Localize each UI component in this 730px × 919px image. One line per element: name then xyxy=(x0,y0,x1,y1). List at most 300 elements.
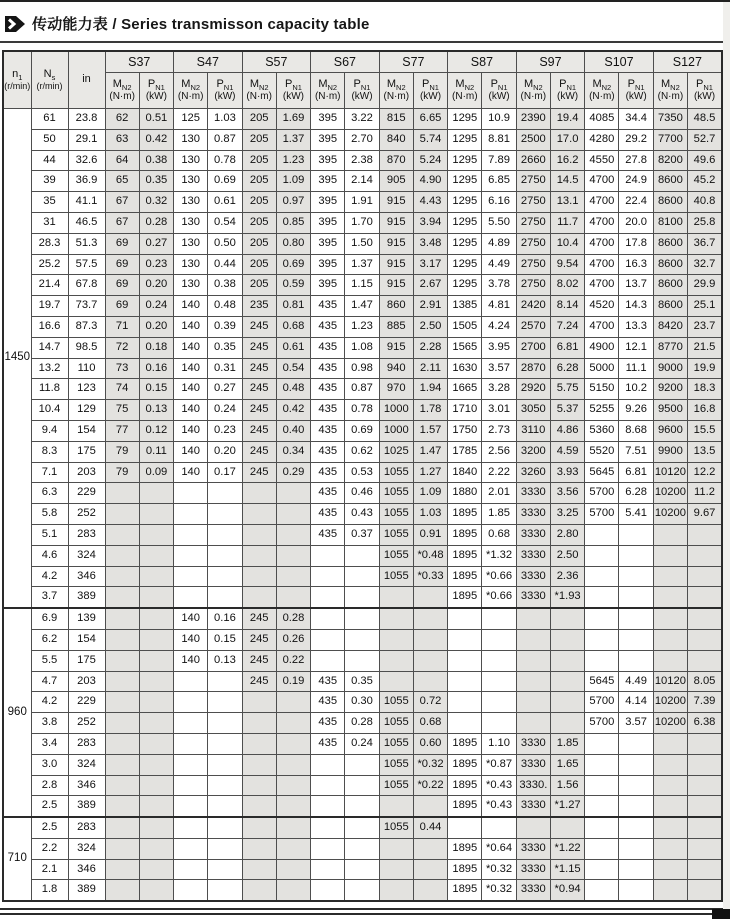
data-cell: 4520 xyxy=(585,296,619,317)
data-cell: 13.5 xyxy=(688,441,722,462)
data-cell: 1000 xyxy=(379,420,413,441)
ratio-cell: 389 xyxy=(68,587,105,608)
data-cell xyxy=(448,629,482,650)
data-cell: 9200 xyxy=(653,379,687,400)
data-cell: 435 xyxy=(311,524,345,545)
measure-header-mn2: $M_{N2}$ (N·m) xyxy=(448,73,482,109)
data-cell: 3.57 xyxy=(619,713,653,734)
data-cell xyxy=(139,587,173,608)
output-speed-cell: 31 xyxy=(31,212,68,233)
data-cell: 19.9 xyxy=(688,358,722,379)
data-cell xyxy=(208,566,242,587)
data-cell xyxy=(619,524,653,545)
data-cell: 915 xyxy=(379,192,413,213)
table-row xyxy=(3,400,722,421)
data-cell: 0.62 xyxy=(345,441,379,462)
data-cell: 0.44 xyxy=(208,254,242,275)
data-cell: 27.8 xyxy=(619,150,653,171)
ratio-cell: 57.5 xyxy=(68,254,105,275)
output-speed-cell: 39 xyxy=(31,171,68,192)
table-row xyxy=(3,150,722,171)
data-cell xyxy=(345,650,379,671)
ratio-cell: 175 xyxy=(68,650,105,671)
footer-divider xyxy=(0,908,730,915)
data-cell: 3330 xyxy=(516,838,550,859)
data-cell: 8.14 xyxy=(550,296,584,317)
data-cell: 2.36 xyxy=(550,566,584,587)
data-cell: 245 xyxy=(242,400,276,421)
data-cell xyxy=(413,629,447,650)
ratio-cell: 175 xyxy=(68,441,105,462)
data-cell: 4.90 xyxy=(413,171,447,192)
data-cell xyxy=(550,608,584,629)
data-cell: 24.9 xyxy=(619,171,653,192)
ratio-cell: 346 xyxy=(68,859,105,880)
data-cell xyxy=(242,483,276,504)
table-row xyxy=(3,587,722,608)
data-cell: 7700 xyxy=(653,129,687,150)
data-cell: 14.5 xyxy=(550,171,584,192)
data-cell: 5150 xyxy=(585,379,619,400)
data-cell xyxy=(105,796,139,817)
data-cell: *0.66 xyxy=(482,566,516,587)
data-cell: 9.26 xyxy=(619,400,653,421)
data-cell: 1.47 xyxy=(413,441,447,462)
table-row xyxy=(3,817,722,838)
data-cell: 2.22 xyxy=(482,462,516,483)
table-row xyxy=(3,129,722,150)
data-cell: 0.15 xyxy=(139,379,173,400)
data-cell: 4550 xyxy=(585,150,619,171)
data-cell xyxy=(276,880,310,901)
data-cell: 17.0 xyxy=(550,129,584,150)
data-cell xyxy=(585,880,619,901)
data-cell xyxy=(208,880,242,901)
data-cell: 245 xyxy=(242,420,276,441)
data-cell: 395 xyxy=(311,192,345,213)
data-cell: 8420 xyxy=(653,316,687,337)
data-cell: 11.2 xyxy=(688,483,722,504)
data-cell: 1.69 xyxy=(276,109,310,130)
data-cell: 5.37 xyxy=(550,400,584,421)
data-cell xyxy=(276,796,310,817)
data-cell xyxy=(174,566,208,587)
measure-header-mn2: $M_{N2}$ (N·m) xyxy=(379,73,413,109)
data-cell: 2.80 xyxy=(550,524,584,545)
data-cell: 435 xyxy=(311,296,345,317)
col-header-output-speed: $N_s$ (r/min) xyxy=(31,51,68,109)
data-cell: 2660 xyxy=(516,150,550,171)
table-row xyxy=(3,441,722,462)
data-cell: 1025 xyxy=(379,441,413,462)
data-cell: 7.89 xyxy=(482,150,516,171)
data-cell: 4700 xyxy=(585,212,619,233)
data-cell: 815 xyxy=(379,109,413,130)
ratio-cell: 41.1 xyxy=(68,192,105,213)
data-cell xyxy=(276,817,310,838)
data-cell xyxy=(105,566,139,587)
data-cell: 0.87 xyxy=(208,129,242,150)
data-cell: 395 xyxy=(311,129,345,150)
output-speed-cell: 3.0 xyxy=(31,754,68,775)
data-cell xyxy=(653,629,687,650)
data-cell: 5.24 xyxy=(413,150,447,171)
data-cell: 10120 xyxy=(653,462,687,483)
data-cell: 3.48 xyxy=(413,233,447,254)
data-cell xyxy=(139,796,173,817)
data-cell xyxy=(208,775,242,796)
data-cell xyxy=(139,545,173,566)
data-cell xyxy=(585,587,619,608)
data-cell xyxy=(345,880,379,901)
output-speed-cell: 9.4 xyxy=(31,420,68,441)
ratio-cell: 346 xyxy=(68,775,105,796)
group-header-s87: S87 xyxy=(448,51,517,73)
data-cell: 435 xyxy=(311,483,345,504)
data-cell: 8600 xyxy=(653,171,687,192)
data-cell: 1630 xyxy=(448,358,482,379)
data-cell xyxy=(413,650,447,671)
table-row xyxy=(3,420,722,441)
group-header-s37: S37 xyxy=(105,51,174,73)
data-cell xyxy=(139,692,173,713)
data-cell: 15.5 xyxy=(688,420,722,441)
data-cell: 1055 xyxy=(379,483,413,504)
data-cell: 4.89 xyxy=(482,233,516,254)
data-cell xyxy=(174,796,208,817)
data-cell xyxy=(139,608,173,629)
data-cell: 1.10 xyxy=(482,733,516,754)
data-cell: 10.4 xyxy=(550,233,584,254)
data-cell: 67 xyxy=(105,212,139,233)
data-cell xyxy=(174,504,208,525)
data-cell xyxy=(619,608,653,629)
data-cell xyxy=(653,775,687,796)
data-cell: 0.53 xyxy=(345,462,379,483)
output-speed-cell: 3.8 xyxy=(31,713,68,734)
data-cell: 49.6 xyxy=(688,150,722,171)
data-cell: 9600 xyxy=(653,420,687,441)
data-cell: 1840 xyxy=(448,462,482,483)
data-cell xyxy=(550,671,584,692)
data-cell: 1895 xyxy=(448,754,482,775)
data-cell: 3.93 xyxy=(550,462,584,483)
measure-header-pn1: $P_{N1}$ (kW) xyxy=(139,73,173,109)
data-cell: 16.2 xyxy=(550,150,584,171)
data-cell: 140 xyxy=(174,379,208,400)
data-cell: 0.91 xyxy=(413,524,447,545)
data-cell: 69 xyxy=(105,275,139,296)
data-cell: 0.27 xyxy=(208,379,242,400)
data-cell: 0.37 xyxy=(345,524,379,545)
data-cell xyxy=(208,859,242,880)
data-cell xyxy=(208,754,242,775)
data-cell: 25.8 xyxy=(688,212,722,233)
data-cell xyxy=(688,566,722,587)
data-cell: 1055 xyxy=(379,754,413,775)
data-cell: 2750 xyxy=(516,212,550,233)
ratio-cell: 324 xyxy=(68,754,105,775)
data-cell: 0.85 xyxy=(276,212,310,233)
group-header-s107: S107 xyxy=(585,51,654,73)
data-cell xyxy=(174,880,208,901)
output-speed-cell: 50 xyxy=(31,129,68,150)
data-cell xyxy=(105,733,139,754)
data-cell: 1295 xyxy=(448,233,482,254)
data-cell: 3330 xyxy=(516,587,550,608)
data-cell: 3.95 xyxy=(482,337,516,358)
data-cell: 9500 xyxy=(653,400,687,421)
data-cell xyxy=(311,608,345,629)
data-cell: 0.09 xyxy=(139,462,173,483)
group-header-s97: S97 xyxy=(516,51,585,73)
data-cell: 48.5 xyxy=(688,109,722,130)
output-speed-cell: 2.8 xyxy=(31,775,68,796)
data-cell xyxy=(276,566,310,587)
data-cell: 4700 xyxy=(585,192,619,213)
data-cell: 77 xyxy=(105,420,139,441)
data-cell: 3330 xyxy=(516,880,550,901)
data-cell: 12.2 xyxy=(688,462,722,483)
data-cell: *1.27 xyxy=(550,796,584,817)
data-cell: 4.49 xyxy=(482,254,516,275)
data-cell: 2750 xyxy=(516,254,550,275)
data-cell xyxy=(619,733,653,754)
data-cell: 245 xyxy=(242,441,276,462)
data-cell: 140 xyxy=(174,629,208,650)
ratio-cell: 87.3 xyxy=(68,316,105,337)
data-cell xyxy=(139,859,173,880)
data-cell: 0.78 xyxy=(345,400,379,421)
ratio-cell: 29.1 xyxy=(68,129,105,150)
data-cell: 62 xyxy=(105,109,139,130)
data-cell: 0.27 xyxy=(139,233,173,254)
data-cell: 1000 xyxy=(379,400,413,421)
capacity-table xyxy=(2,50,723,902)
data-cell: 3.78 xyxy=(482,275,516,296)
data-cell: 130 xyxy=(174,150,208,171)
data-cell: 435 xyxy=(311,462,345,483)
data-cell xyxy=(174,587,208,608)
data-cell: *0.32 xyxy=(482,859,516,880)
data-cell xyxy=(139,671,173,692)
data-cell: 1.03 xyxy=(208,109,242,130)
data-cell xyxy=(482,817,516,838)
data-cell xyxy=(688,880,722,901)
data-cell xyxy=(688,545,722,566)
data-cell xyxy=(345,838,379,859)
data-cell: 3330. xyxy=(516,775,550,796)
table-row xyxy=(3,296,722,317)
data-cell: 2.50 xyxy=(550,545,584,566)
data-cell: 1.09 xyxy=(276,171,310,192)
ratio-cell: 283 xyxy=(68,733,105,754)
data-cell xyxy=(516,692,550,713)
data-cell xyxy=(516,713,550,734)
data-cell xyxy=(276,775,310,796)
ratio-cell: 389 xyxy=(68,796,105,817)
data-cell: 0.23 xyxy=(208,420,242,441)
data-cell xyxy=(619,838,653,859)
ratio-cell: 36.9 xyxy=(68,171,105,192)
data-cell xyxy=(345,608,379,629)
data-cell: 0.60 xyxy=(413,733,447,754)
data-cell: 1055 xyxy=(379,775,413,796)
group-header-s57: S57 xyxy=(242,51,311,73)
data-cell xyxy=(345,775,379,796)
output-speed-cell: 4.6 xyxy=(31,545,68,566)
data-cell: 0.31 xyxy=(208,358,242,379)
table-row xyxy=(3,462,722,483)
measure-header-pn1: $P_{N1}$ (kW) xyxy=(550,73,584,109)
data-cell: 1895 xyxy=(448,566,482,587)
output-speed-cell: 2.2 xyxy=(31,838,68,859)
data-cell: 970 xyxy=(379,379,413,400)
data-cell: 3330 xyxy=(516,504,550,525)
data-cell xyxy=(379,859,413,880)
data-cell: 1895 xyxy=(448,796,482,817)
data-cell: 205 xyxy=(242,109,276,130)
data-cell: 3.28 xyxy=(482,379,516,400)
group-header-s127: S127 xyxy=(653,51,722,73)
data-cell: 1.85 xyxy=(550,733,584,754)
data-cell: 79 xyxy=(105,462,139,483)
data-cell: 140 xyxy=(174,400,208,421)
data-cell: 4700 xyxy=(585,275,619,296)
data-cell: 0.34 xyxy=(276,441,310,462)
table-row xyxy=(3,608,722,629)
ratio-cell: 203 xyxy=(68,462,105,483)
data-cell xyxy=(585,733,619,754)
data-cell xyxy=(311,587,345,608)
data-cell: 840 xyxy=(379,129,413,150)
table-row xyxy=(3,171,722,192)
data-cell xyxy=(242,566,276,587)
data-cell: 1055 xyxy=(379,566,413,587)
data-cell: 205 xyxy=(242,192,276,213)
measure-header-pn1: $P_{N1}$ (kW) xyxy=(208,73,242,109)
data-cell xyxy=(653,566,687,587)
page-right-margin xyxy=(723,2,730,919)
data-cell: 1295 xyxy=(448,109,482,130)
table-row xyxy=(3,650,722,671)
data-cell xyxy=(174,713,208,734)
data-cell xyxy=(379,838,413,859)
data-cell xyxy=(139,733,173,754)
data-cell: 0.20 xyxy=(208,441,242,462)
measure-header-pn1: $P_{N1}$ (kW) xyxy=(413,73,447,109)
data-cell: 4.86 xyxy=(550,420,584,441)
output-speed-cell: 21.4 xyxy=(31,275,68,296)
data-cell xyxy=(482,713,516,734)
data-cell xyxy=(174,838,208,859)
data-cell: 6.81 xyxy=(550,337,584,358)
data-cell: 2420 xyxy=(516,296,550,317)
data-cell: 140 xyxy=(174,358,208,379)
data-cell: 0.35 xyxy=(139,171,173,192)
data-cell: 2570 xyxy=(516,316,550,337)
data-cell: 79 xyxy=(105,441,139,462)
data-cell: 1785 xyxy=(448,441,482,462)
data-cell: 395 xyxy=(311,150,345,171)
data-cell: 130 xyxy=(174,233,208,254)
data-cell: 245 xyxy=(242,650,276,671)
measure-header-pn1: $P_{N1}$ (kW) xyxy=(688,73,722,109)
measure-header-mn2: $M_{N2}$ (N·m) xyxy=(653,73,687,109)
output-speed-cell: 13.2 xyxy=(31,358,68,379)
data-cell xyxy=(208,524,242,545)
data-cell xyxy=(276,483,310,504)
data-cell: 13.7 xyxy=(619,275,653,296)
input-speed-cell: 710 xyxy=(3,817,31,901)
data-cell xyxy=(688,859,722,880)
data-cell xyxy=(688,524,722,545)
data-cell: 0.42 xyxy=(276,400,310,421)
data-cell: 45.2 xyxy=(688,171,722,192)
data-cell: 0.11 xyxy=(139,441,173,462)
data-cell: 25.1 xyxy=(688,296,722,317)
page-corner-mark xyxy=(712,909,730,919)
data-cell xyxy=(139,880,173,901)
data-cell: 0.20 xyxy=(139,275,173,296)
data-cell: *0.43 xyxy=(482,775,516,796)
data-cell: 0.29 xyxy=(276,462,310,483)
data-cell: 1.56 xyxy=(550,775,584,796)
data-cell xyxy=(276,713,310,734)
data-cell: 1055 xyxy=(379,733,413,754)
data-cell xyxy=(688,733,722,754)
data-cell: 435 xyxy=(311,358,345,379)
page-title: 传动能力表 / Series transmisson capacity table xyxy=(32,16,370,33)
data-cell xyxy=(516,650,550,671)
data-cell: 3.57 xyxy=(482,358,516,379)
data-cell xyxy=(174,671,208,692)
data-cell: 0.54 xyxy=(208,212,242,233)
table-row xyxy=(3,566,722,587)
measure-header-pn1: $P_{N1}$ (kW) xyxy=(482,73,516,109)
data-cell: 130 xyxy=(174,171,208,192)
data-cell: 1.37 xyxy=(345,254,379,275)
table-row xyxy=(3,233,722,254)
data-cell: 3330 xyxy=(516,754,550,775)
data-cell: 10.2 xyxy=(619,379,653,400)
table-row xyxy=(3,316,722,337)
table-row xyxy=(3,754,722,775)
data-cell xyxy=(105,608,139,629)
group-header-s67: S67 xyxy=(311,51,380,73)
data-cell xyxy=(482,671,516,692)
data-cell: 3330 xyxy=(516,524,550,545)
data-cell: 130 xyxy=(174,254,208,275)
data-cell: *0.94 xyxy=(550,880,584,901)
data-cell: 3.01 xyxy=(482,400,516,421)
data-cell xyxy=(139,817,173,838)
data-cell: 395 xyxy=(311,171,345,192)
data-cell: 0.72 xyxy=(413,692,447,713)
data-cell xyxy=(242,545,276,566)
data-cell: 0.16 xyxy=(139,358,173,379)
output-speed-cell: 44 xyxy=(31,150,68,171)
data-cell xyxy=(653,545,687,566)
data-cell xyxy=(311,880,345,901)
data-cell: 1565 xyxy=(448,337,482,358)
data-cell: 4.81 xyxy=(482,296,516,317)
data-cell: 8600 xyxy=(653,275,687,296)
data-cell xyxy=(516,608,550,629)
data-cell xyxy=(174,483,208,504)
ratio-cell: 252 xyxy=(68,504,105,525)
data-cell: 245 xyxy=(242,316,276,337)
